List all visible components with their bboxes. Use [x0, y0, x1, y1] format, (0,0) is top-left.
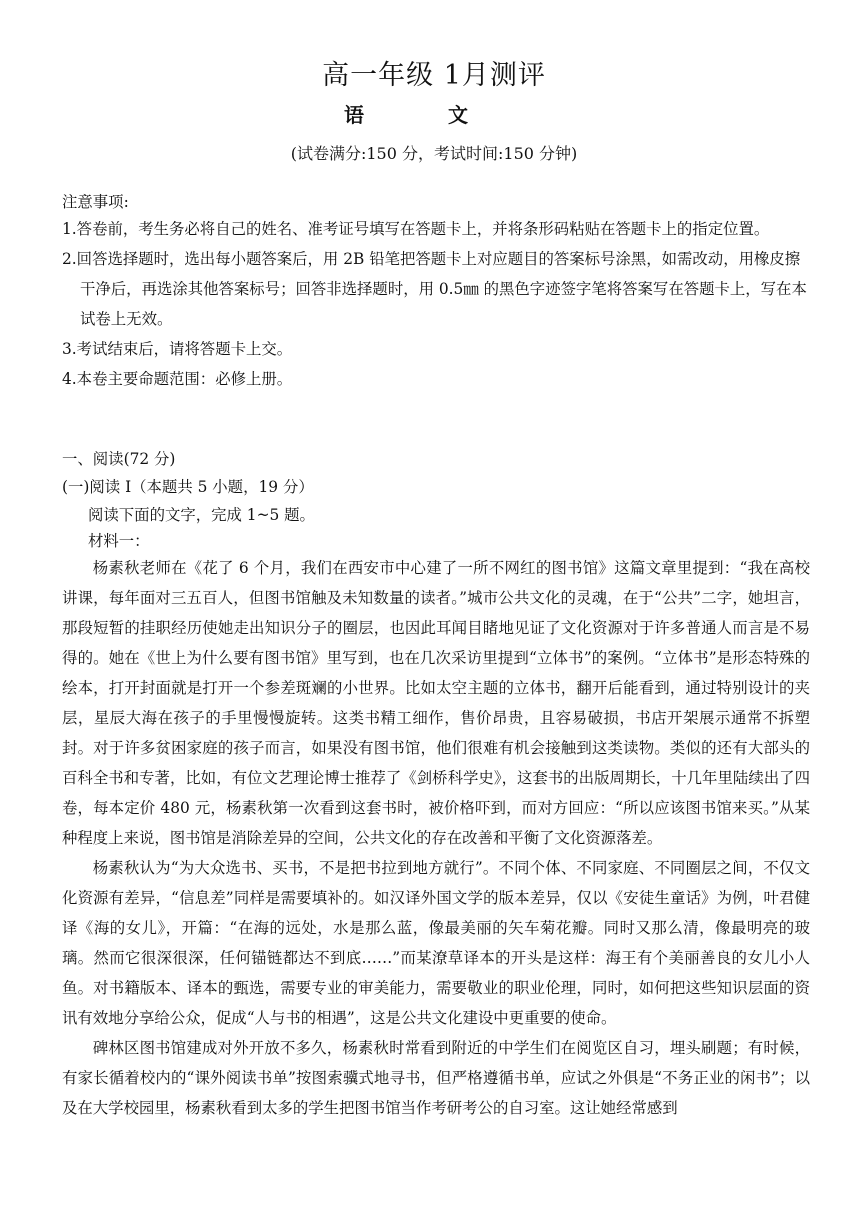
material-passage [62, 553, 810, 1123]
passage-paragraph: 杨素秋老师在《花了 6 个月，我们在西安市中心建了一所不网红的图书馆》这篇文章里提到：“我在高校讲课，每年面对三五百人，但图书馆触及未知数量的读者。”城市公共文化的灵魂，在于“公共”二字，她坦言，那段短暂的挂职经历使她走出知识分子的圈层，也因此耳闻目睹地见证了文化资源对于许多普通人而言是不易得的。她在《世上为什么要有图书馆》里写到，也在几次采访里提到“立体书”的案例。“立体书”是形态特殊的绘本，打开封面就是打开一个参差斑斓的小世界。比如太空主题的立体书，翻开后能看到，通过特别设计的夹层，星辰大海在孩子的手里慢慢旋转。这类书精工细作，售价昂贵，且容易破损，书店开架展示通常不拆塑封。对于许多贫困家庭的孩子而言，如果没有图书馆，他们很难有机会接触到这类读物。类似的还有大部头的百科全书和专著，比如，有位文艺理论博士推荐了《剑桥科学史》，这套书的出版周期长，十几年里陆续出了四卷，每本定价 480 元，杨素秋第一次看到这套书时，被价格吓到，而对方回应：“所以应该图书馆来买。”从某种程度上来说，图书馆是消除差异的空间，公共文化的存在改善和平衡了文化资源落差。 [62, 559, 810, 847]
note-item: 1.答卷前，考生务必将自己的姓名、准考证号填写在答题卡上，并将条形码粘贴在答题卡上的指定位置。 [62, 220, 770, 238]
exam-title: 高一年级 1月测评 [322, 60, 546, 91]
notes-list [62, 214, 810, 394]
material-label: 材料一： [88, 532, 150, 550]
note-item: 3.考试结束后，请将答题卡上交。 [62, 340, 293, 358]
notes-heading: 注意事项: [62, 193, 129, 211]
subject-char-1: 语 [344, 103, 364, 127]
section-heading: 一、阅读(72 分) [62, 450, 176, 468]
reading-instruction: 阅读下面的文字，完成 1~5 题。 [88, 506, 315, 524]
passage-paragraph: 杨素秋认为“为大众选书、买书，不是把书拉到地方就行”。不同个体、不同家庭、不同圈层之间，不仅文化资源有差异，“信息差”同样是需要填补的。如汉译外国文学的版本差异，仅以《安徒生童话》为例，叶君健译《海的女儿》，开篇：“在海的远处，水是那么蓝，像最美丽的矢车菊花瓣。同时又那么清，像最明亮的玻璃。然而它很深很深，任何锚链都达不到底……”而某潦草译本的开头是这样：海王有个美丽善良的女儿小人鱼。对书籍版本、译本的甄选，需要专业的审美能力，需要敬业的职业伦理，同时，如何把这些知识层面的资讯有效地分享给公众，促成“人与书的相遇”，这是公共文化建设中更重要的使命。 [62, 859, 810, 1027]
passage-paragraph: 碑林区图书馆建成对外开放不多久，杨素秋时常看到附近的中学生们在阅览区自习，埋头刷题；有时候，有家长循着校内的“课外阅读书单”按图索骥式地寻书，但严格遵循书单，应试之外俱是“不务正业的闲书”；以及在大学校园里，杨素秋看到太多的学生把图书馆当作考研考公的自习室。这让她经常感到 [62, 1039, 810, 1117]
note-item: 2.回答选择题时，选出每小题答案后，用 2B 铅笔把答题卡上对应题目的答案标号涂黑，如需改动，用橡皮擦干净后，再选涂其他答案标号；回答非选择题时，用 0.5㎜ 的黑色字迹签字笔将答案写在答题卡上，写在本试卷上无效。 [62, 250, 807, 328]
note-item: 4.本卷主要命题范围：必修上册。 [62, 370, 293, 388]
exam-meta: (试卷满分:150 分，考试时间:150 分钟) [290, 144, 578, 163]
subsection-heading: (一)阅读 I（本题共 5 小题，19 分） [62, 478, 314, 496]
subject-char-2: 文 [448, 103, 468, 127]
